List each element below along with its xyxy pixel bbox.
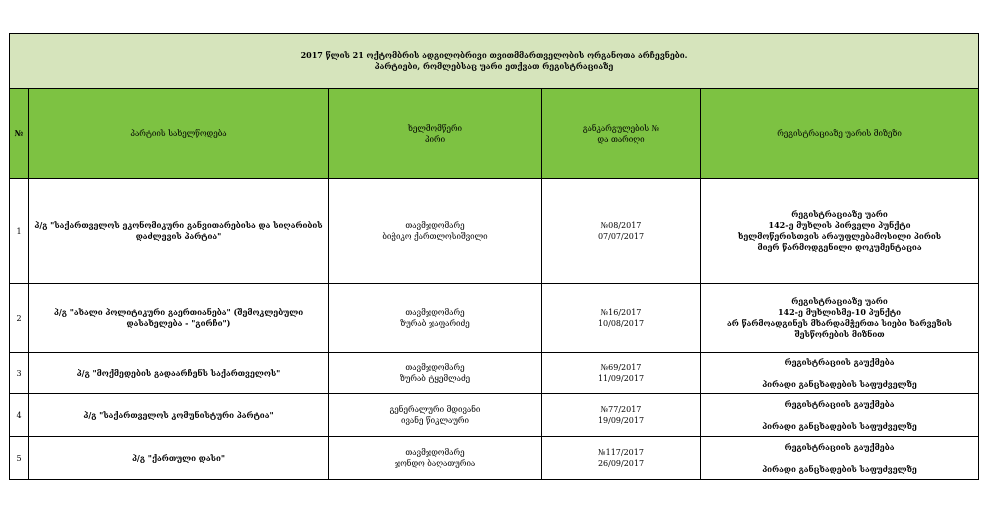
signer-cell <box>329 284 542 353</box>
party-name: პ/გ "მოქმედების გადაარჩენს საქართველოს" <box>29 353 329 394</box>
party-name: პ/გ "ქართული დასი" <box>29 437 329 480</box>
decree-cell <box>542 179 701 284</box>
rejected-parties-table <box>9 33 979 480</box>
reason-line: პირადი განცხადების საფუძველზე <box>762 378 917 389</box>
decree-date: 19/09/2017 <box>597 416 645 425</box>
decree-cell <box>542 353 701 394</box>
reason-line <box>705 410 974 421</box>
signer-name: ჯონდო ბაღათურია <box>394 459 476 468</box>
signer-cell <box>329 353 542 394</box>
header-signer <box>329 89 542 179</box>
reason-line: რეგისტრაციაზე უარი <box>791 209 888 219</box>
signer-name: ივანე წიკლაური <box>401 416 469 425</box>
reason-line <box>705 453 974 464</box>
header-signer-line-1: ხელმომწერი <box>407 123 463 133</box>
signer-cell <box>329 437 542 480</box>
party-name: პ/გ "ახალი პოლიტიკური გაერთიანება" (შემოკლებული დასახელება - "გირჩი") <box>29 284 329 353</box>
decree-cell <box>542 284 701 353</box>
header-row <box>10 89 979 179</box>
reason-line: მიერ წარმოდგენილი დოკუმენტაცია <box>757 242 922 252</box>
reason-line: პირადი განცხადების საფუძველზე <box>762 420 917 431</box>
reason-line: ხელმოწერისთვის არაუფლებამოსილი პირის <box>737 231 942 241</box>
row-number: 1 <box>10 179 29 284</box>
signer-role: თავმჯდომარე <box>405 448 465 457</box>
reason-line: არ წარმოადგინეს მხარდამჭერთა სიები ხარვეზის შესწორების მიზნით <box>727 318 952 339</box>
header-decree-line-1: განკარგულების № <box>582 123 660 133</box>
decree-date: 26/09/2017 <box>597 459 645 468</box>
header-signer-line-2: პირი <box>424 134 446 144</box>
reason-line: 142-ე მუხლის პირველი პუნქტი <box>768 220 911 230</box>
decree-cell <box>542 437 701 480</box>
header-decree-line-2: და თარიღი <box>597 134 645 144</box>
signer-name: ბიჭიკო ქართლოსიშვილი <box>382 232 488 241</box>
reason-cell <box>701 284 979 353</box>
header-decree <box>542 89 701 179</box>
signer-cell <box>329 179 542 284</box>
decree-cell <box>542 394 701 437</box>
header-reason: რეგისტრაციაზე უარის მიზეზი <box>701 89 979 179</box>
table-row <box>10 284 979 353</box>
table-row <box>10 437 979 480</box>
reason-line: 142-ე მუხლისმე-10 პუნქტი <box>777 307 902 317</box>
title-row <box>10 34 979 89</box>
signer-role: გენერალური მდივანი <box>389 405 481 414</box>
row-number: 3 <box>10 353 29 394</box>
signer-cell <box>329 394 542 437</box>
decree-number: №77/2017 <box>600 405 642 414</box>
decree-date: 10/08/2017 <box>597 319 645 328</box>
decree-number: №69/2017 <box>600 363 642 372</box>
table-row <box>10 353 979 394</box>
table-row <box>10 179 979 284</box>
row-number: 5 <box>10 437 29 480</box>
signer-role: თავმჯდომარე <box>405 308 465 317</box>
decree-date: 11/09/2017 <box>597 374 645 383</box>
reason-line <box>705 368 974 379</box>
signer-role: თავმჯდომარე <box>405 363 465 372</box>
table-title <box>10 34 979 89</box>
signer-role: თავმჯდომარე <box>405 221 465 230</box>
party-name: პ/გ "საქართველოს ეკონომიკური განვითარებისა და სიღარიბის დაძლევის პარტია" <box>29 179 329 284</box>
party-name: პ/გ "საქართველოს კომუნისტური პარტია" <box>29 394 329 437</box>
decree-number: №16/2017 <box>600 308 642 317</box>
header-no: № <box>10 89 29 179</box>
row-number: 2 <box>10 284 29 353</box>
reason-cell <box>701 437 979 480</box>
decree-number: №08/2017 <box>600 221 642 230</box>
reason-line: პირადი განცხადების საფუძველზე <box>762 463 917 474</box>
reason-cell <box>701 179 979 284</box>
signer-name: ზურაბ ტყემლაძე <box>399 374 471 383</box>
reason-line: რეგისტრაციაზე უარი <box>791 296 888 306</box>
header-party: პარტიის სახელწოდება <box>29 89 329 179</box>
signer-name: ზურაბ ჯაფარიძე <box>400 319 470 328</box>
reason-line: რეგისტრაციის გაუქმება <box>784 356 895 367</box>
row-number: 4 <box>10 394 29 437</box>
table-row <box>10 394 979 437</box>
decree-number: №117/2017 <box>598 448 644 457</box>
reason-line: რეგისტრაციის გაუქმება <box>784 398 895 409</box>
decree-date: 07/07/2017 <box>597 232 645 241</box>
title-line-2: პარტიები, რომლებსაც უარი ეთქვათ რეგისტრაციაზე <box>374 61 614 71</box>
reason-line: რეგისტრაციის გაუქმება <box>784 441 895 452</box>
reason-cell <box>701 353 979 394</box>
title-line-1: 2017 წლის 21 ოქტომბრის ადგილობრივი თვითმმართველობის ორგანოთა არჩევნები. <box>300 50 688 60</box>
reason-cell <box>701 394 979 437</box>
